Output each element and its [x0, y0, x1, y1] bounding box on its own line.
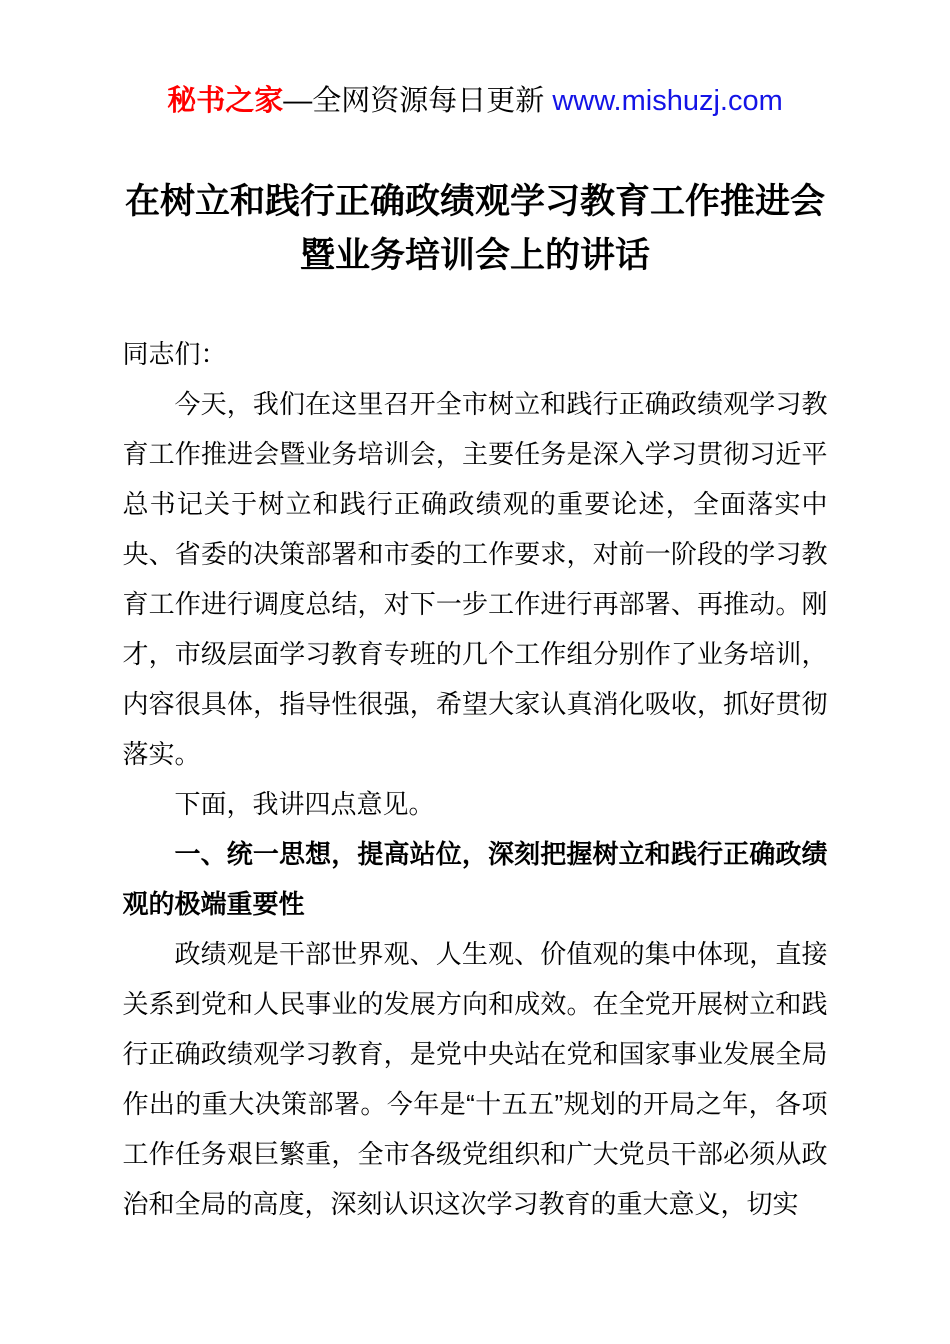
site-header [0, 0, 950, 119]
document-title-line-2: 暨业务培训会上的讲话 [299, 236, 650, 275]
paragraph: 下面，我讲四点意见。 [174, 789, 435, 819]
document-title [0, 175, 950, 283]
document-title-line-1: 在树立和践行正确政绩观学习教育工作推进会 [124, 182, 825, 221]
paragraph: 政绩观是干部世界观、人生观、价值观的集中体现，直接关系到党和人民事业的发展方向和成效。在全党开展树立和践行正确政绩观学习教育，是党中央站在党和国家事业发展全局作出的重大决策部署。今年是“十五五”规划的开局之年，各项工作任务艰巨繁重，全市各级党组织和广大党员干部必须从政治和全局的高度，深刻认识这次学习教育的重大意义，切实 [122, 939, 828, 1219]
site-tagline: —全网资源每日更新 [283, 85, 553, 117]
site-brand: 秘书之家 [167, 85, 284, 117]
paragraph: 一、统一思想，提高站位，深刻把握树立和践行正确政绩观的极端重要性 [122, 839, 828, 919]
site-url: www.mishuzj.com [552, 85, 783, 117]
document-body [123, 329, 828, 1229]
paragraph: 同志们： [122, 339, 227, 369]
paragraph: 今天，我们在这里召开全市树立和践行正确政绩观学习教育工作推进会暨业务培训会，主要任务是深入学习贯彻习近平总书记关于树立和践行正确政绩观的重要论述，全面落实中央、省委的决策部署和市委的工作要求，对前一阶段的学习教育工作进行调度总结，对下一步工作进行再部署、再推动。刚才，市级层面学习教育专班的几个工作组分别作了业务培训，内容很具体，指导性很强，希望大家认真消化吸收，抓好贯彻落实。 [122, 389, 828, 769]
